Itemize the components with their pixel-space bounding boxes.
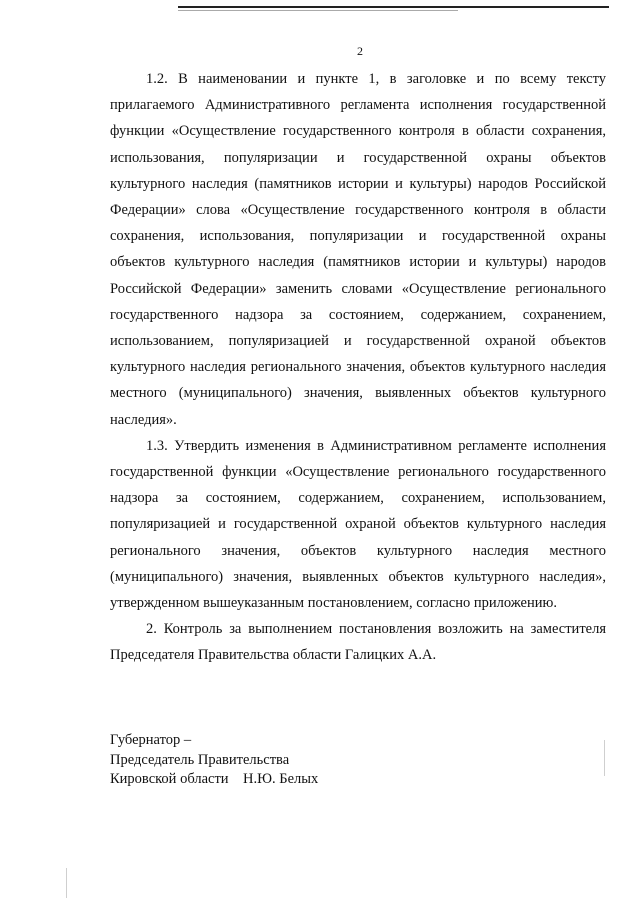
scan-artifact — [604, 740, 605, 776]
page-number: 2 — [357, 44, 363, 58]
top-rule — [178, 6, 609, 8]
signature-title: Губернатор – — [110, 732, 192, 748]
signature-position: Председатель Правительства — [110, 751, 290, 768]
signature-block — [110, 731, 318, 790]
scan-artifact — [66, 868, 67, 898]
paragraph-1-2: 1.2. В наименовании и пункте 1, в заголовке и по всему тексту прилагаемого Административного регламента исполнения государственной функции «Осуществление государственного контроля в области сохранения, использования, популяризации и государственной охраны объектов культурного наследия (памятников истории и культуры) народов Российской Федерации» слова «Осуществление государственного контроля в области сохранения, использования, популяризации и государственной охраны объектов культурного наследия (памятников истории и культуры) народов Российской Федерации» заменить словами «Осуществление регионального государственного надзора за состоянием, содержанием, сохранением, использованием, популяризацией и государственной охраной объектов культурного наследия регионального значения, объектов культурного наследия местного (муниципального) значения, выявленных объектов культурного наследия». — [110, 71, 606, 428]
document-body — [110, 66, 606, 669]
paragraph-1-3: 1.3. Утвердить изменения в Административном регламенте исполнения государственной функции «Осуществление регионального государственного надзора за состоянием, содержанием, сохранением, использованием, популяризацией и государственной охраной объектов культурного наследия регионального значения, объектов культурного наследия местного (муниципального) значения, выявленных объектов культурного наследия», утвержденном вышеуказанным постановлением, согласно приложению. — [110, 437, 606, 612]
top-rule-shadow — [178, 10, 458, 11]
paragraph-2: 2. Контроль за выполнением постановления возложить на заместителя Председателя Правительства области Галицких А.А. — [110, 621, 606, 664]
signature-region-name: Кировской области Н.Ю. Белых — [110, 771, 319, 787]
